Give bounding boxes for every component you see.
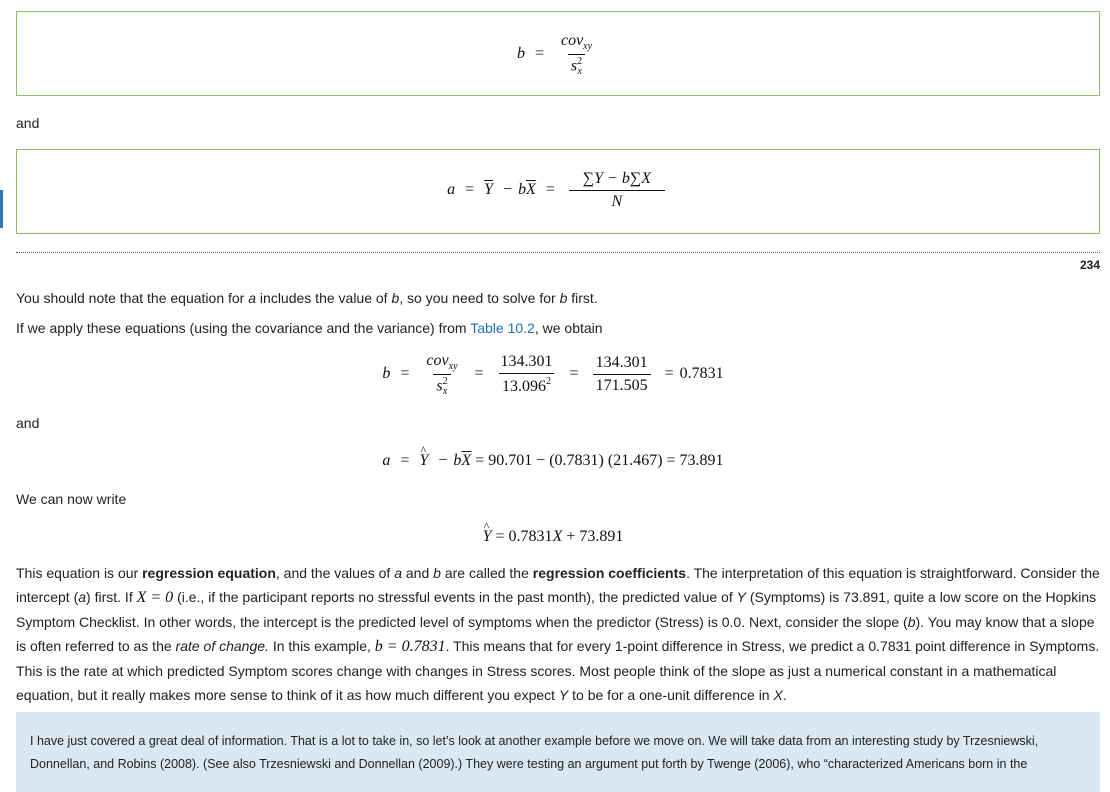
fraction <box>569 170 665 211</box>
paragraph-apply: If we apply these equations (using the covariance and the variance) from Table 10.2, we obtain <box>16 320 603 336</box>
slope-computation: b = cov$_{xy}$ s 2 x = $\frac{134.301}{13.096^2}$ = $\frac{134.301}{171.505}$ = 0.7831 <box>382 352 724 397</box>
slope-result: 0.7831 <box>679 365 724 383</box>
scroll-position-marker <box>0 190 3 228</box>
slope-formula <box>17 32 1099 77</box>
table-10-2-link[interactable]: Table 10.2 <box>470 320 535 336</box>
connector-and-2: and <box>16 415 40 431</box>
symbol-a: a <box>447 181 456 199</box>
y-bar: $\overline{Y}$ <box>484 181 494 199</box>
equation-box-slope <box>16 11 1100 96</box>
connector-and: and <box>16 115 40 131</box>
minus-sign: − <box>503 181 513 199</box>
paragraph-interpretation: This equation is our regression equation, and the values of a and b are called the regression coefficients. The interpretation of this equation is straightforward. Consider the intercept (a) first. If X = 0 (i.e., if the participant reports no stressful events in the past month), the predicted value of Y (Symptoms) is 73.891, quite a low score on the Hopkins Symptom Checklist. In other words, the intercept is the predicted level of symptoms when the predictor (Stress) is 0.0. Next, consider the slope (b). You may know that a slope is often referred to as the rate of change. In this example, b = 0.7831. This means that for every 1-point difference in Stress, we predict a 0.7831 point difference in Symptoms. This is the rate at which predicted Symptom scores change with changes in Stress scores. Most people think of the slope as just a numerical constant in a mathematical equation, but it really makes more sense to think of it as how much different you expect Y to be for a one-unit difference in X. <box>16 565 1100 703</box>
intercept-formula <box>17 170 1099 211</box>
callout-note <box>16 712 1100 792</box>
fraction <box>558 32 595 77</box>
page-break-rule <box>16 252 1100 253</box>
numerator-cov: cov <box>560 32 584 49</box>
equals-sign: = <box>545 181 555 199</box>
intercept-computation: a = Y ^ − $b\overline{X} = 90.701 - (0.7831) (21.467) = 73.891$ <box>6 452 1100 470</box>
paragraph-note-a: You should note that the equation for a includes the value of b, so you need to solve for b first. <box>16 290 598 306</box>
numerator: ∑Y − b∑X <box>582 170 652 187</box>
paragraph-now-write: We can now write <box>16 491 127 507</box>
symbol-b: b <box>518 181 527 199</box>
regression-equation: Y ^ = 0.7831X + 73.891 <box>6 528 1100 546</box>
subscript: x <box>577 66 582 77</box>
equals-sign: = <box>534 45 544 63</box>
equation-box-intercept <box>16 149 1100 234</box>
subscript: xy <box>583 41 593 52</box>
symbol-b: b <box>516 45 525 63</box>
note-text: I have just covered a great deal of information. That is a lot to take in, so let’s look at another example before we move on. We will take data from an interesting study by Trzesniewski, Donnellan, and Robins (2008). (See also Trzesniewski and Donnellan (2009).) They were testing an argument put forth by Twenge (2006), who “characterized Americans born in the <box>30 734 1039 771</box>
x-bar: $\overline{X}$ <box>526 181 536 199</box>
denominator: N <box>569 190 665 211</box>
page-number: 234 <box>1079 258 1100 272</box>
superscript: 2 <box>577 56 583 67</box>
denominator-s: s <box>570 57 578 75</box>
equals-sign: = <box>465 181 475 199</box>
